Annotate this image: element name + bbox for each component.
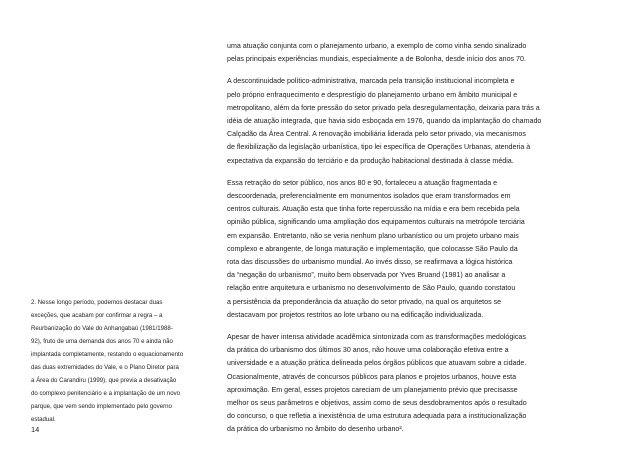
text-line: metropolitano, além da forte pressão do setor privado pela desregulamentação, deixaria para trás a xyxy=(227,103,540,112)
footnote-line: das duas extremidades do Vale, e o Plano Diretor para xyxy=(31,364,179,371)
paragraph-1 xyxy=(227,40,607,66)
text-line: destacavam por projetos restritos ao lote urbano ou na edificação individualizada. xyxy=(227,310,484,319)
text-line: relação entre arquitetura e urbanismo no desenvolvimento de São Paulo, quando constatou xyxy=(227,284,516,293)
text-line: idéia de atuação integrada, que havia sido esboçada em 1976, quando da implantação do chamado xyxy=(227,117,542,126)
text-line: Ocasionalmente, através de concursos públicos para planos e projetos urbanos, houve esta xyxy=(227,372,517,381)
footnote-line: exceções, que acabam por confirmar a regra – a xyxy=(31,312,163,319)
page-number: 14 xyxy=(31,425,40,434)
footnote-line: 92), fruto de uma demanda dos anos 70 e ainda não xyxy=(31,338,173,345)
footnote-line: a Área do Carandiru (1999), que previa a desativação xyxy=(31,377,177,384)
text-line: a persistência da preponderância da atuação do setor privado, na qual os arquitetos se xyxy=(227,297,502,306)
text-line: pelas principais experiências mundiais, especialmente a de Bolonha, desde início dos anos 70. xyxy=(227,55,526,64)
text-line: Apesar de haver intensa atividade acadêmica sintonizada com as transformações medológicas xyxy=(227,333,526,342)
text-line: universidade e a atuação prática delineada pelos órgãos públicos que atuavam sobre a cidade. xyxy=(227,359,527,368)
paragraph-3 xyxy=(227,177,607,322)
footnote-line: do complexo penitenciário e a implantação de um novo xyxy=(31,390,181,397)
footnote-line: Reurbanização do Vale do Anhangabaú (1981/1988- xyxy=(31,325,173,332)
text-line: de flexibilização da legislação urbanística, tipo lei específica de Operações Urbanas, atenderia à xyxy=(227,143,531,152)
text-line: do concurso, o que refletia a inexistência de uma estrutura adequada para a institucionalização xyxy=(227,412,527,421)
text-line: melhor os seus parâmetros e objetivos, assim como de seus desdobramentos após o resultado xyxy=(227,399,527,408)
footnote-line: parque, que vem sendo implementado pelo governo xyxy=(31,403,172,410)
text-line: expectativa da expansão do terciário e da produção habitacional destinada à classe média. xyxy=(227,156,514,165)
text-line: descoordenada, preferencialmente em monumentos isolados que eram transformados em xyxy=(227,192,511,201)
text-line: Calçadão da Área Central. A renovação imobiliária liderada pelo setor privado, via mecanismos xyxy=(227,130,526,139)
paragraph-4 xyxy=(227,331,607,437)
text-line: complexo e abrangente, de longa maturação e implementação, que colocasse São Paulo da xyxy=(227,244,518,253)
footnote-line: 2. Nesse longo período, podemos destacar duas xyxy=(31,299,163,306)
text-line: da prática do urbanismo no âmbito do desenho urbano². xyxy=(227,425,404,434)
main-text-column xyxy=(227,40,607,446)
text-line: pelo próprio enfraquecimento e desprestígio do planejamento urbano em âmbito municipal e xyxy=(227,90,518,99)
footnote-line: estadual. xyxy=(31,416,56,423)
text-line: da “negação do urbanismo”, muito bem observada por Yves Bruand (1981) ao analisar a xyxy=(227,271,506,280)
text-line: rota das discussões do urbanismo mundial. Ao invés disso, se reafirmava a lógica histórica xyxy=(227,258,513,267)
text-line: uma atuação conjunta com o planejamento urbano, a exemplo de como vinha sendo sinalizado xyxy=(227,42,527,50)
text-line: aproximação. Em geral, esses projetos careciam de um planejamento prévio que precisasse xyxy=(227,385,518,394)
text-line: opinião pública, significando uma ampliação dos equipamentos culturais na metrópole terciária xyxy=(227,218,525,227)
paragraph-2 xyxy=(227,75,607,167)
text-line: Essa retração do setor público, nos anos 80 e 90, fortaleceu a atuação fragmentada e xyxy=(227,178,498,187)
text-line: A descontinuidade político-administrativa, marcada pela transição institucional incompleta e xyxy=(227,77,515,86)
text-line: em expansão. Entretanto, não se veria nenhum plano urbanístico ou um projeto urbano mais xyxy=(227,231,519,240)
footnote-line: implantada completamente, restando o equacionamento xyxy=(31,351,184,358)
footnote xyxy=(31,296,207,426)
text-line: da prática do urbanismo dos últimos 30 anos, não houve uma colaboração efetiva entre a xyxy=(227,346,509,355)
text-line: centros culturais. Atuação esta que tinha forte repercussão na mídia e era bem recebida pela xyxy=(227,205,520,214)
